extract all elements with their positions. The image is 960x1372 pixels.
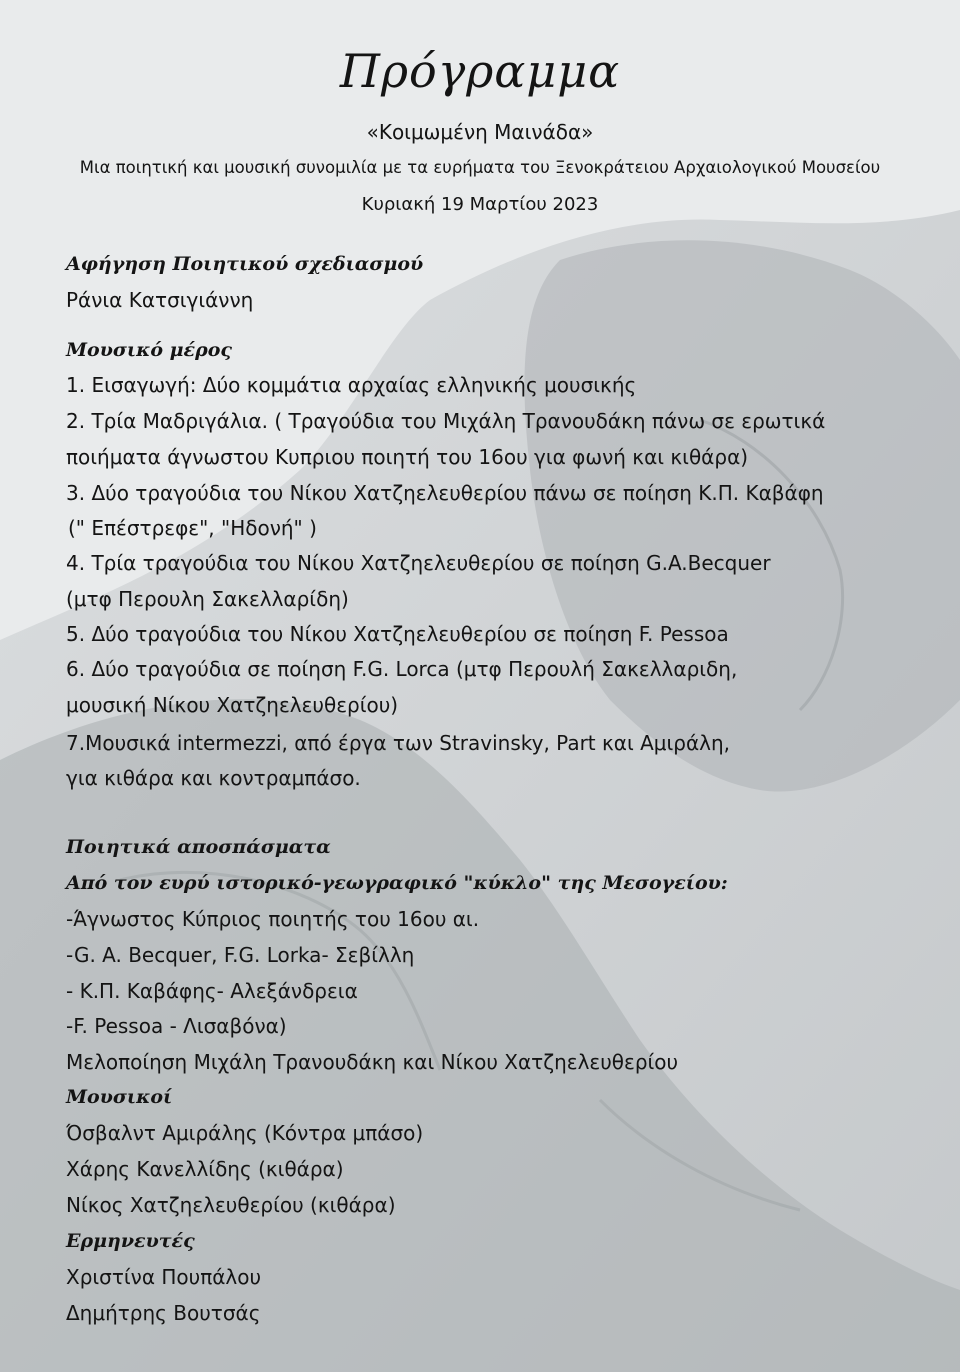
music-line: μουσική Νίκου Χατζηελευθερίου) [66,693,399,717]
music-line: (" Επέστρεφε", "Ηδονή" ) [68,516,317,540]
music-line: 4. Τρία τραγούδια του Νίκου Χατζηελευθερίου σε ποίηση G.A.Becquer [66,551,771,575]
excerpt-line: -Άγνωστος Κύπριος ποιητής του 16ου αι. [66,907,480,931]
music-line: ποιήματα άγνωστου Κυπριου ποιητή του 16ου για φωνή και κιθάρα) [66,445,749,469]
excerpt-line: -G. A. Becquer, F.G. Lorka- Σεβίλλη [66,943,415,967]
poetic-excerpts-heading: Ποιητικά αποσπάσματα [66,836,331,858]
music-line: 6. Δύο τραγούδια σε ποίηση F.G. Lorca (μτφ Περουλή Σακελλαριδη, [66,657,738,681]
performers-heading: Ερμηνευτές [66,1230,195,1252]
musician-line: Νίκος Χατζηελευθερίου (κιθάρα) [66,1193,396,1217]
performer-line: Χριστίνα Πουπάλου [66,1265,262,1289]
music-line: (μτφ Περουλη Σακελλαρίδη) [66,587,349,611]
musician-line: Όσβαλντ Αμιράλης (Κόντρα μπάσο) [66,1121,424,1145]
music-line: 5. Δύο τραγούδια του Νίκου Χατζηελευθερίου σε ποίηση F. Pessoa [66,622,729,646]
narration-heading: Αφήγηση Ποιητικού σχεδιασμού [66,253,424,275]
music-line: 2. Τρία Μαδριγάλια. ( Τραγούδια του Μιχάλη Τρανουδάκη πάνω σε ερωτικά [66,409,826,433]
music-part-heading: Μουσικό μέρος [66,339,232,361]
musicians-heading: Μουσικοί [66,1086,173,1108]
excerpt-line: - Κ.Π. Καβάφης- Αλεξάνδρεια [66,979,358,1003]
music-line: 7.Μουσικά intermezzi, από έργα των Stravinsky, Part και Αμιράλη, [66,731,731,755]
music-line: 3. Δύο τραγούδια του Νίκου Χατζηελευθερίου πάνω σε ποίηση Κ.Π. Καβάφη [66,481,824,505]
performer-line: Δημήτρης Βουτσάς [66,1301,261,1325]
musician-line: Χάρης Κανελλίδης (κιθάρα) [66,1157,344,1181]
narrator-name: Ράνια Κατσιγιάννη [66,288,254,312]
page-title: Πρόγραμμα [339,44,621,98]
event-date: Κυριακή 19 Μαρτίου 2023 [361,194,599,215]
excerpt-line: -F. Pessoa - Λισαβόνα) [66,1014,287,1038]
event-subtitle: «Κοιμωμένη Μαινάδα» [366,120,594,144]
excerpt-line: Μελοποίηση Μιχάλη Τρανουδάκη και Νίκου Χατζηελευθερίου [66,1050,679,1074]
event-description: Μια ποιητική και μουσική συνομιλία με τα ευρήματα του Ξενοκράτειου Αρχαιολογικού Μουσείου [79,158,881,177]
music-line: για κιθάρα και κοντραμπάσο. [66,766,361,790]
poetic-excerpts-subheading: Από τον ευρύ ιστορικό-γεωγραφικό "κύκλο" της Μεσογείου: [66,872,728,894]
music-line: 1. Εισαγωγή: Δύο κομμάτια αρχαίας ελληνικής μουσικής [66,373,637,397]
